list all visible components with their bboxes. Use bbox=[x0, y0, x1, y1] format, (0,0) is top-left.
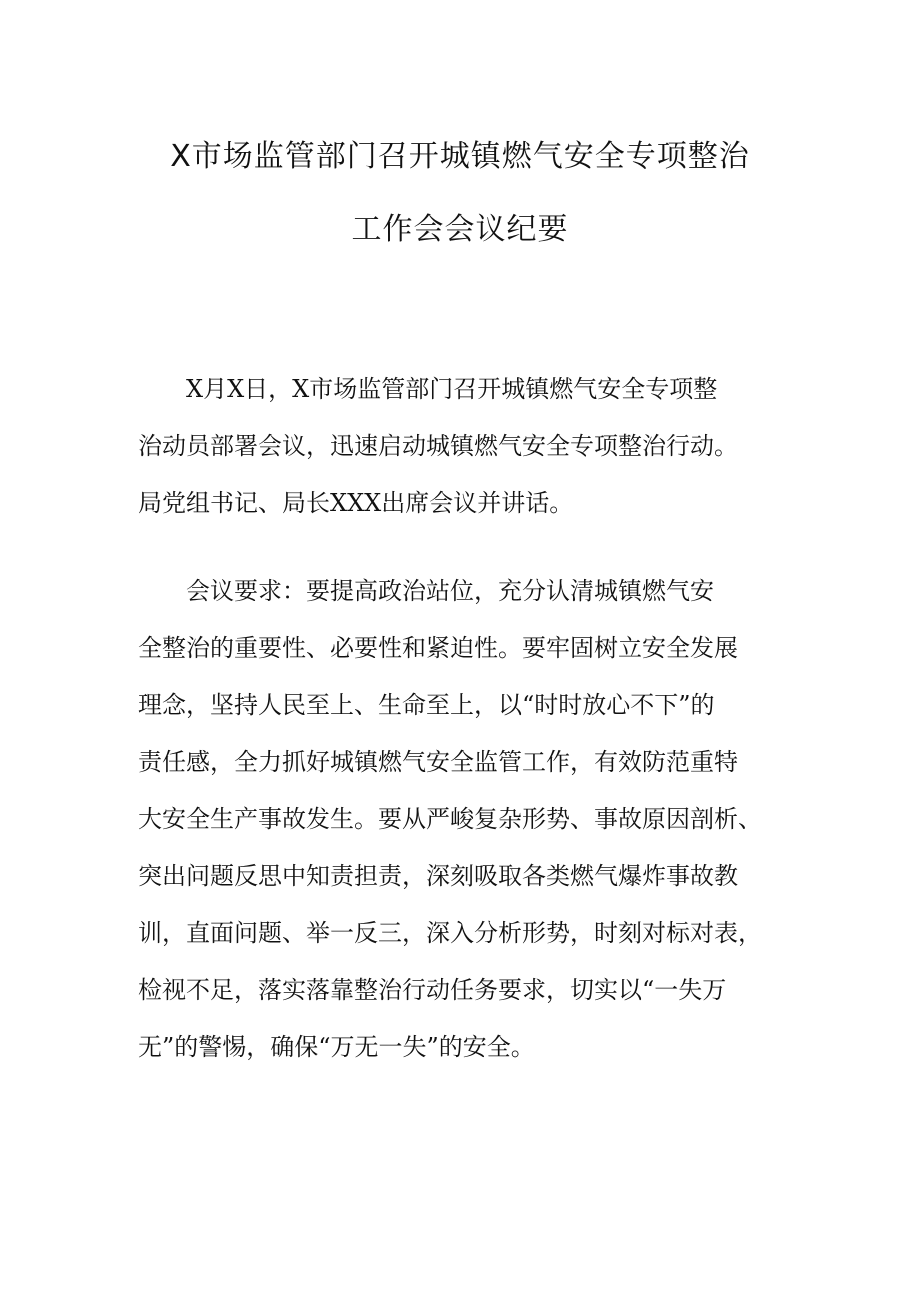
paragraph-line: 大安全生产事故发生。要从严峻复杂形势、事故原因剖析、 bbox=[138, 805, 762, 833]
paragraph-1 bbox=[138, 361, 788, 532]
paragraph-line: X月X日，X市场监管部门召开城镇燃气安全专项整 bbox=[138, 375, 718, 403]
paragraph-2 bbox=[138, 563, 788, 1076]
paragraph-line: 局党组书记、局长XXX出席会议并讲话。 bbox=[138, 489, 574, 517]
paragraph-line: 训，直面问题、举一反三，深入分析形势，时刻对标对表， bbox=[138, 919, 762, 947]
paragraph-line: 全整治的重要性、必要性和紧迫性。要牢固树立安全发展 bbox=[138, 634, 738, 662]
paragraph-line: 治动员部署会议，迅速启动城镇燃气安全专项整治行动。 bbox=[138, 432, 738, 460]
paragraph-line: 无”的警惕，确保“万无一失”的安全。 bbox=[138, 1033, 535, 1061]
paragraph-line: 理念，坚持人民至上、生命至上，以“时时放心不下”的 bbox=[138, 691, 715, 719]
document-title-line-2: 工作会会议纪要 bbox=[351, 212, 569, 247]
document-title-line-1: X市场监管部门召开城镇燃气安全专项整治 bbox=[170, 139, 750, 174]
paragraph-line: 突出问题反思中知责担责，深刻吸取各类燃气爆炸事故教 bbox=[138, 862, 738, 890]
paragraph-line: 检视不足，落实落靠整治行动任务要求，切实以“一失万 bbox=[138, 976, 727, 1004]
paragraph-line: 会议要求：要提高政治站位，充分认清城镇燃气安 bbox=[138, 577, 714, 605]
paragraph-line: 责任感，全力抓好城镇燃气安全监管工作，有效防范重特 bbox=[138, 748, 738, 776]
